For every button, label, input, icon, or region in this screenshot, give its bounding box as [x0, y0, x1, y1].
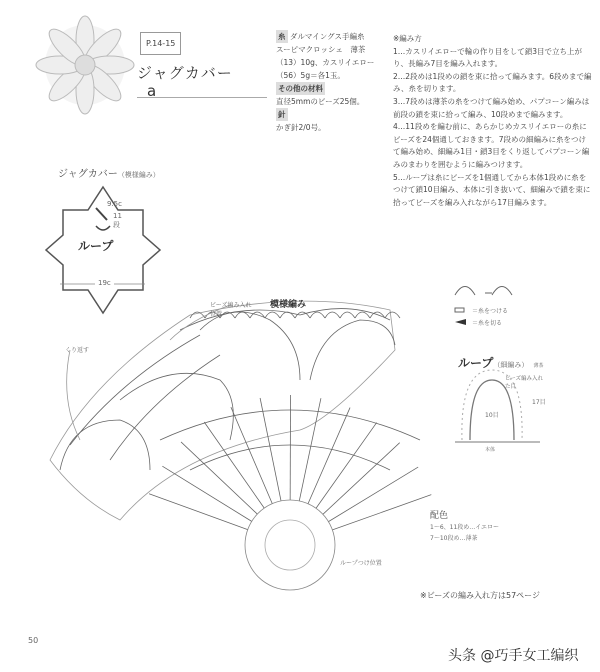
instructions — [393, 33, 593, 209]
loop-title-note: （細編み） — [493, 361, 529, 369]
stitch-line — [231, 407, 272, 504]
scallop — [340, 312, 355, 318]
instruction-step: 4…11段めを編む前に、あらかじめカスリイエローの糸にビーズを24個通しておきます。7段めの細編みに糸をつけて編み始め、細編み1目・鎖3目をくり返してパプコーン編みのまわりを囲むように編みつけます。 — [393, 122, 590, 169]
scallop — [325, 312, 340, 318]
scallop — [355, 312, 370, 318]
stitch-line — [328, 467, 418, 522]
legend-cut-yarn: ＝糸を切る — [472, 320, 503, 327]
stitch-line — [162, 466, 251, 521]
repeat-label: くり返す — [65, 347, 90, 354]
chart-title: 模様編み — [270, 300, 307, 310]
scallop — [280, 312, 295, 318]
needle-heading: 針 — [278, 110, 286, 119]
cut-yarn-icon — [455, 319, 466, 325]
radius-label: 9.5c — [107, 200, 122, 208]
instruction-step: 5…ループは糸にビーズを1個通してから本体1段めに糸をつけて鎖10目編み、本体に引き抜いて、細編みで鎖を束に拾ってビーズを編み入れながら17目編みます。 — [393, 172, 591, 207]
loop-title-text: ループ — [458, 356, 494, 370]
yarn-line: （13）10g、カスリイエロー — [276, 58, 375, 67]
stitch-line — [332, 495, 431, 530]
schematic-title-note: （模様編み） — [117, 171, 160, 179]
instruction-step: 1…カスリイエローで輪の作り目をして鎖3目で立ち上がり、長編み7目を編み入れます。 — [393, 46, 583, 69]
bead-note: ※ビーズの編み入れ方は57ページ — [420, 591, 541, 600]
yarn-line: スーピマクロッシェ 薄茶 — [276, 45, 366, 54]
yarn-line: （56）5g＝各1玉。 — [276, 71, 345, 80]
stitch-line — [181, 442, 257, 514]
watermark: 头条 @巧手女工编织 — [448, 648, 579, 664]
loop-position-label: ループつけ位置 — [340, 560, 382, 567]
schematic-title-text: ジャグカバー — [58, 169, 118, 180]
page-number: 50 — [28, 636, 39, 645]
loop-label: ループ — [78, 239, 114, 253]
product-photo — [36, 16, 134, 114]
attach-yarn-icon — [455, 308, 464, 312]
color-heading: 配色 — [430, 511, 449, 521]
scallop — [385, 312, 400, 318]
loop-color: 薄茶 — [533, 363, 544, 369]
stitch-line — [323, 443, 400, 515]
bead-position-label: ビーズ編み入れ位置 — [210, 302, 252, 318]
loop-bead-label: ビーズ編み入れた目 — [505, 376, 544, 390]
scallop — [310, 312, 325, 318]
pattern-title: ジャグカバー — [137, 64, 233, 82]
yarn-line: ダルマイングス手編糸 — [289, 32, 365, 41]
title-divider — [137, 97, 267, 98]
color-line: 1〜6、11段め…イエロー — [430, 524, 500, 531]
loop-row10-label: 10目 — [485, 412, 499, 419]
scallop — [265, 312, 280, 318]
crochet-chart — [50, 301, 431, 590]
other-materials-heading: その他の材料 — [278, 84, 323, 93]
loop-row17-label: 17目 — [532, 399, 546, 406]
needle-text: かぎ針2/0号。 — [276, 123, 326, 132]
rows-label: 11段 — [113, 212, 122, 229]
instructions-heading: ※編み方 — [393, 34, 422, 43]
stitch-line — [299, 398, 321, 501]
loop-title — [458, 352, 544, 371]
other-materials-text: 直径5mmのビーズ25個。 — [276, 97, 365, 106]
stitch-line — [260, 398, 281, 501]
width-label: 19c — [95, 279, 114, 287]
yarn-heading: 糸 — [278, 32, 286, 41]
stitch-line — [149, 494, 248, 530]
color-line: 7〜10段め…薄茶 — [430, 535, 478, 542]
schematic-title — [58, 165, 160, 180]
arrow-icon — [96, 208, 107, 220]
instruction-step: 2…2段めは1段めの鎖を束に拾って編みます。6段めまで編み、糸を切ります。 — [393, 71, 592, 94]
page-reference: P.14-15 — [140, 32, 181, 55]
legend-attach-yarn: ＝糸をつける — [472, 308, 509, 315]
pattern-variant: a — [147, 82, 157, 100]
instruction-step: 3…7段めは薄茶の糸をつけて編み始め、パプコーン編みは前段の鎖を束に拾って編み、10段めまで編みます。 — [393, 96, 590, 119]
materials — [276, 30, 376, 134]
loop-base-label: 本体 — [485, 447, 496, 453]
stitch-line — [204, 422, 264, 508]
